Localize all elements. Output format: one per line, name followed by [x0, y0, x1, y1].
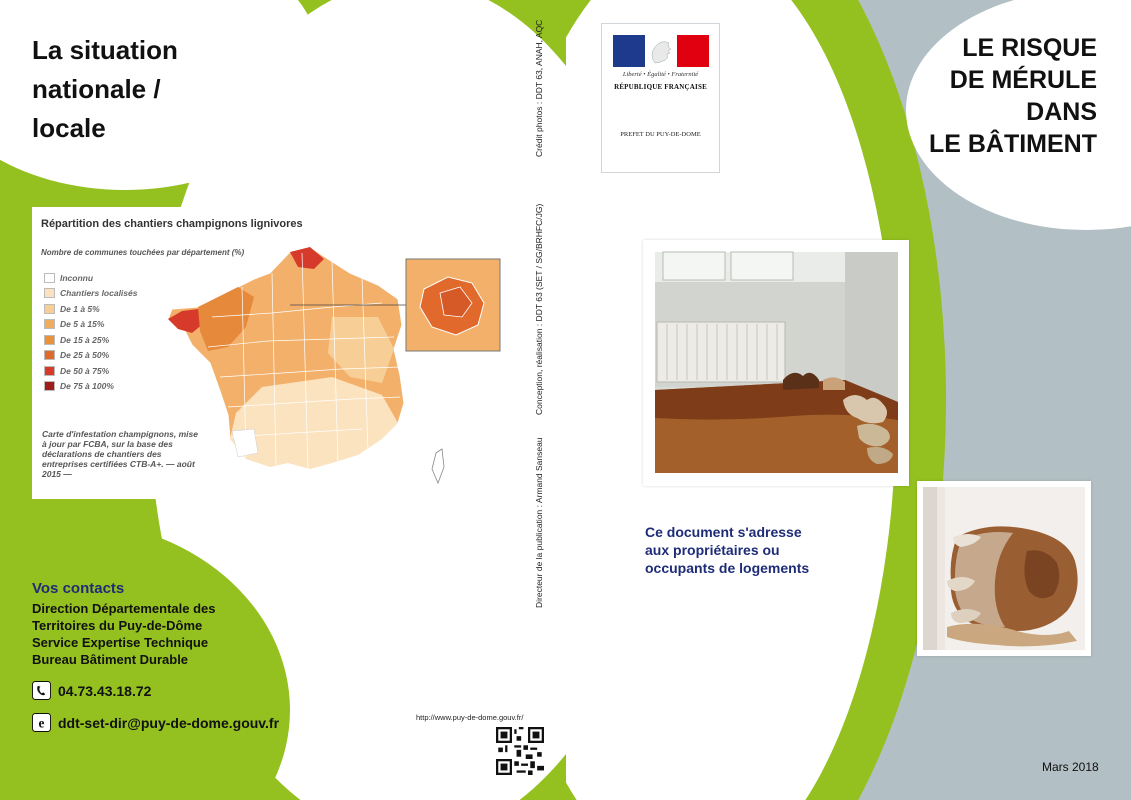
- audience-line: occupants de logements: [645, 560, 810, 576]
- email-address: ddt-set-dir@puy-de-dome.gouv.fr: [58, 714, 280, 731]
- legend-swatch: [44, 273, 55, 283]
- contacts-line: Service Expertise Technique: [32, 635, 209, 650]
- legend-swatch: [44, 288, 55, 298]
- email-row[interactable]: [32, 713, 279, 732]
- legend-label: De 5 à 15%: [60, 319, 105, 330]
- room-photo-graphic: [643, 240, 909, 486]
- audience-line: Ce document s'adresse: [645, 524, 802, 540]
- prefecture-logo: [601, 23, 720, 173]
- email-icon: [32, 713, 51, 732]
- legend-label: De 15 à 25%: [60, 334, 110, 345]
- legend-label: De 1 à 5%: [60, 303, 100, 314]
- legend-label: De 50 à 75%: [60, 365, 110, 376]
- legend-swatch: [44, 366, 55, 376]
- cover-title-line: DE MÉRULE: [949, 66, 1097, 94]
- map-note: Carte d'infestation champignons, mise à jour par FCBA, sur la base des déclarations de chantiers des entreprises certifiées CTB-A+. — août 2015 —: [42, 429, 198, 479]
- audience-line: aux propriétaires ou: [645, 542, 780, 558]
- legend-item: [44, 332, 137, 348]
- legend-item: [44, 270, 137, 286]
- prefet-label: PREFET DU PUY-DE-DOME: [620, 131, 701, 138]
- cover-title-line: LE BÂTIMENT: [928, 130, 1097, 158]
- phone-number: 04.73.43.18.72: [58, 682, 152, 699]
- map-subtitle: Nombre de communes touchées par département (%): [41, 248, 245, 257]
- section-title: La situation nationale / locale: [32, 35, 178, 143]
- map-title: Répartition des chantiers champignons lignivores: [41, 218, 303, 230]
- legend-swatch: [44, 319, 55, 329]
- phone-row[interactable]: [32, 681, 151, 700]
- phone-icon: [32, 681, 51, 700]
- legend-label: Chantiers localisés: [60, 288, 138, 299]
- legend-item: [44, 379, 137, 395]
- marianne-profile-icon: [639, 37, 683, 65]
- cover-title-line: DANS: [1026, 98, 1097, 126]
- map-legend: [44, 270, 137, 394]
- vertical-credits: [534, 10, 556, 610]
- legend-swatch: [44, 381, 55, 391]
- damp-room-photo: [643, 240, 909, 486]
- legend-item: [44, 317, 137, 333]
- legend-item: [44, 286, 137, 302]
- fungus-photo-graphic: [917, 481, 1091, 656]
- legend-swatch: [44, 350, 55, 360]
- legend-label: Inconnu: [60, 272, 94, 283]
- fungus-closeup-photo: [917, 481, 1091, 656]
- legend-item: [44, 348, 137, 364]
- cover-title-line: LE RISQUE: [962, 34, 1097, 62]
- conception-credit: Conception, réalisation : DDT 63 (SET / SG/BRHFC/JG): [534, 203, 544, 415]
- contacts-line: Bureau Bâtiment Durable: [32, 652, 189, 667]
- photo-credit: Crédit photos : DDT 63, ANAH, AQC: [534, 19, 544, 157]
- svg-text:e: e: [38, 715, 45, 731]
- contacts-line: Territoires du Puy-de-Dôme: [32, 618, 203, 633]
- legend-item: [44, 363, 137, 379]
- contacts-block: [32, 580, 216, 668]
- contacts-title: Vos contacts: [32, 580, 125, 597]
- website-url[interactable]: http://www.puy-de-dome.gouv.fr/: [416, 713, 524, 722]
- republic-name: RÉPUBLIQUE FRANÇAISE: [614, 83, 707, 91]
- republic-motto: Liberté • Égalité • Fraternité: [622, 71, 699, 78]
- audience-text: [645, 523, 809, 577]
- contacts-line: Direction Départementale des: [32, 601, 216, 616]
- legend-label: De 75 à 100%: [60, 381, 114, 392]
- cover-title: [929, 32, 1097, 160]
- legend-swatch: [44, 335, 55, 345]
- legend-swatch: [44, 304, 55, 314]
- legend-label: De 25 à 50%: [60, 350, 110, 361]
- director-credit: Directeur de la publication : Armand Sanseau: [534, 437, 544, 608]
- legend-item: [44, 301, 137, 317]
- publication-date: Mars 2018: [1042, 760, 1099, 774]
- qr-code: [496, 727, 544, 775]
- infestation-map: [32, 207, 514, 499]
